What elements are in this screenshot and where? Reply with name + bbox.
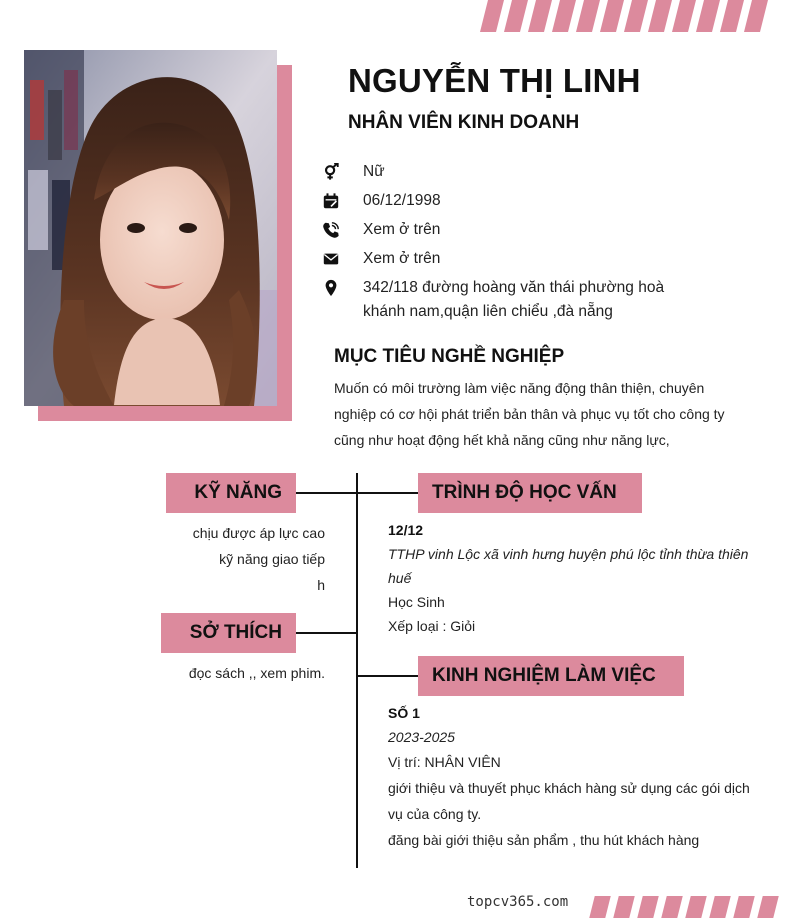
location-icon [322,276,363,300]
experience-period: 2023-2025 [388,729,455,745]
personal-info [322,160,702,329]
gender-icon [322,160,363,184]
info-phone-text: Xem ở trên [363,221,441,238]
calendar-icon [322,189,363,213]
info-email-text: Xem ở trên [363,250,441,267]
education-heading-text: TRÌNH ĐỘ HỌC VẤN [432,482,617,503]
info-gender [322,160,702,184]
skill-item: chịu được áp lực cao [192,525,325,541]
experience-heading-text: KINH NGHIỆM LÀM VIỆC [432,665,656,686]
experience-position: Vị trí: NHÂN VIÊN [388,754,501,770]
education-major: Học Sinh [388,594,445,610]
candidate-name: NGUYỄN THỊ LINH [348,62,641,99]
connector-line [356,675,418,677]
skill-item: h [317,577,325,593]
info-birthday-text: 06/12/1998 [363,192,441,209]
objective-line: Muốn có môi trường làm việc năng động thân thiện, chuyên [334,380,705,396]
experience-duty: giới thiệu và thuyết phục khách hàng sử dụng các gói dịch vụ của công ty. [388,780,750,822]
mail-icon [322,247,363,271]
bottom-stripes-decoration [592,896,790,918]
education-grade: Xếp loại : Giỏi [388,618,476,634]
top-stripes-decoration [484,0,790,32]
timeline-divider [356,473,358,868]
connector-line [296,632,358,634]
info-address [322,276,702,324]
experience-entry [388,701,760,853]
education-period: 12/12 [388,522,424,538]
info-birthday [322,189,702,213]
education-heading [418,473,642,513]
info-gender-text: Nữ [363,163,385,180]
job-title: NHÂN VIÊN KINH DOANH [348,112,580,133]
experience-duty: đăng bài giới thiệu sản phẩm , thu hút khách hàng [388,832,700,848]
hobbies-heading-text: SỞ THÍCH [189,622,282,643]
info-email [322,247,702,271]
skill-item: kỹ năng giao tiếp [219,551,325,567]
connector-line [296,492,418,494]
profile-photo [24,50,277,406]
info-address-text: 342/118 đường hoàng văn thái phường hoà khánh nam,quận liên chiểu ,đà nẵng [363,279,665,320]
education-entry [388,518,760,638]
skills-heading-text: KỸ NĂNG [194,482,282,503]
experience-company: SỐ 1 [388,705,420,721]
hobbies-text [189,660,325,686]
skills-list [193,520,325,598]
hobbies-heading [161,613,296,653]
education-school: TTHP vinh Lộc xã vinh hưng huyện phú lộc tỉnh thừa thiên huế [388,546,749,586]
hobby-item: đọc sách ,, xem phim. [188,665,325,681]
experience-heading [418,656,684,696]
phone-icon [322,218,363,242]
skills-heading [166,473,296,513]
objective-line: cũng như hoạt động hết khả năng cũng như năng lực, [334,432,670,448]
objective-text [334,375,754,453]
footer-site: topcv365.com [467,894,569,910]
objective-line: nghiệp có cơ hội phát triển bản thân và phục vụ tốt cho công ty [334,406,725,422]
info-phone [322,218,702,242]
objective-heading: MỤC TIÊU NGHỀ NGHIỆP [334,346,565,367]
